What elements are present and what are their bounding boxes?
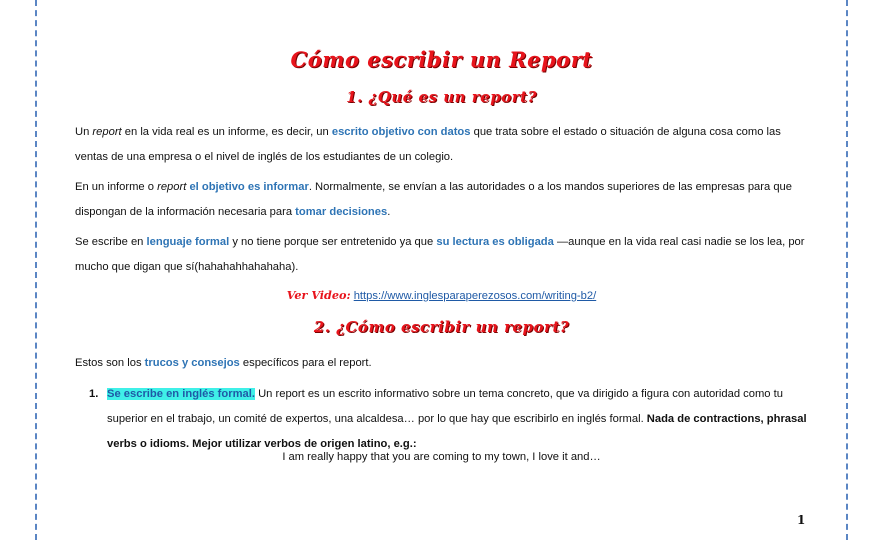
paragraph-2 [75, 175, 808, 225]
list-item-body [107, 382, 807, 457]
text: —aunque en la vida real casi nadie se los lea, por mucho que digan que sí(hahahahhahahaha). [75, 236, 805, 273]
example-sentence: I am really happy that you are coming to my town, I love it and… [282, 451, 601, 463]
text: Estos son los [75, 357, 145, 369]
paragraph-1 [75, 120, 808, 170]
video-link[interactable]: https://www.inglesparaperezosos.com/writing-b2/ [353, 290, 597, 302]
paragraph-4 [75, 351, 808, 376]
text-bold: Nada de contractions, phrasal verbs o idioms. Mejor utilizar verbos de origen latino, e.g.: [107, 413, 807, 450]
text: que trata sobre el estado o situación de alguna cosa como las ventas de una empresa o el nivel de inglés de los estudiantes de un colegio. [75, 126, 781, 163]
video-label: Ver Video: [286, 288, 351, 302]
text: específicos para el report. [239, 357, 372, 369]
text: y no tiene porque ser entretenido ya que [229, 236, 437, 248]
page-border-left [35, 0, 37, 540]
text-italic: report [157, 181, 187, 193]
text: . Normalmente, se envían a las autoridades o a los mandos superiores de las empresas para que dispongan de la información necesaria para [75, 181, 793, 218]
text: Se escribe en [75, 236, 147, 248]
video-line [75, 283, 808, 309]
text: Un report es un escrito informativo sobre un tema concreto, que va dirigido a figura con autoridad como tu superior en el trabajo, un comité de expertos, una alcaldesa… por lo que hay que escribirlo en inglés formal. [107, 388, 783, 425]
section-heading-2: 2. ¿Cómo escribir un report? [313, 318, 570, 336]
highlight-text: su lectura es obligada [436, 236, 554, 248]
text: Un [75, 126, 93, 138]
document-title: Cómo escribir un Report [290, 47, 593, 72]
list-number: 1. [89, 388, 99, 400]
text: en la vida real es un informe, es decir, un [121, 126, 332, 138]
highlight-text: trucos y consejos [144, 357, 240, 369]
highlighted-phrase: Se escribe en inglés formal. [107, 388, 255, 400]
text: . [387, 206, 391, 218]
paragraph-3 [75, 230, 808, 280]
page-number: 1 [797, 513, 806, 527]
text: En un informe o [75, 181, 158, 193]
page-border-right [846, 0, 848, 540]
highlight-text: escrito objetivo con datos [331, 126, 471, 138]
highlight-text: el objetivo es informar [189, 181, 309, 193]
highlight-text: tomar decisiones [295, 206, 388, 218]
highlight-text: lenguaje formal [146, 236, 230, 248]
section-heading-1: 1. ¿Qué es un report? [346, 88, 537, 106]
text-italic: report [92, 126, 122, 138]
